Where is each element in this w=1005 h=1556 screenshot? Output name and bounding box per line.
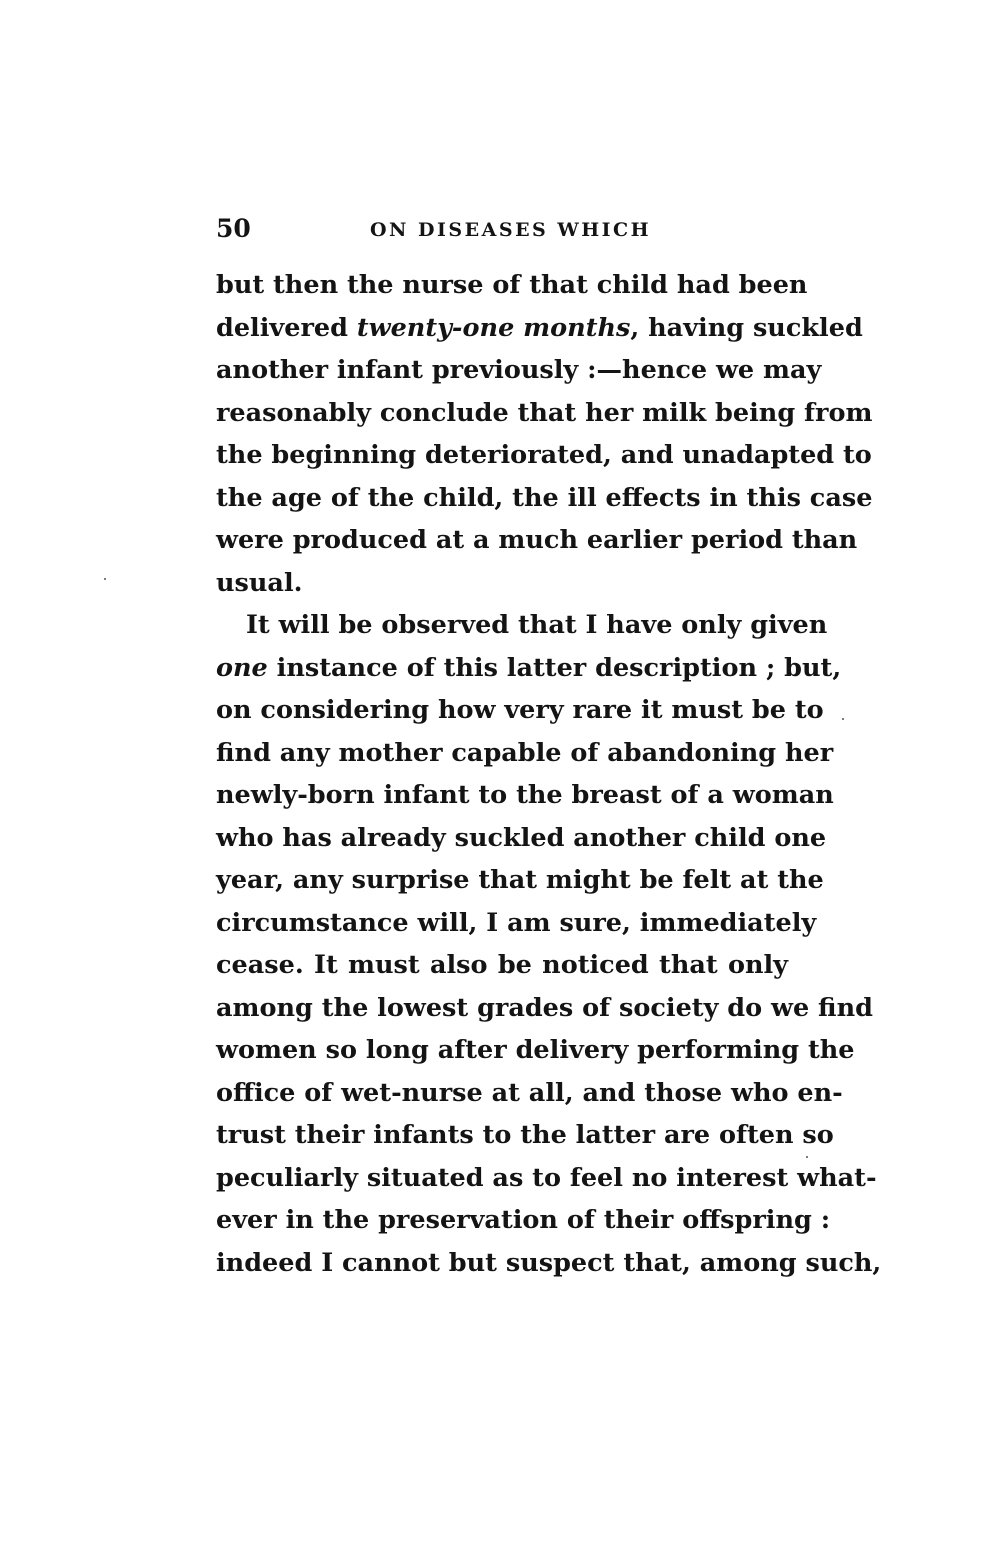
text-line: were produced at a much earlier period than [216, 525, 858, 555]
text-line: newly-born infant to the breast of a woman [216, 780, 834, 810]
print-speck [806, 1156, 808, 1158]
text-line: trust their infants to the latter are often so [216, 1120, 834, 1150]
text-line: indeed I cannot but suspect that, among such, [216, 1247, 882, 1278]
text-line: It will be observed that I have only given [246, 610, 828, 640]
text-line: cease. It must also be noticed that only [216, 950, 788, 980]
text-line: among the lowest grades of society do we find [216, 992, 873, 1023]
text-line: find any mother capable of abandoning her [216, 737, 834, 768]
print-speck [104, 578, 106, 580]
paragraph [216, 604, 882, 1284]
text-line: on considering how very rare it must be to [216, 695, 824, 725]
text-line: one instance of this latter description ; but, [216, 652, 842, 683]
text-line: circumstance will, I am sure, immediately [216, 907, 817, 938]
text-line: who has already suckled another child one [216, 822, 827, 853]
text-line: year, any surprise that might be felt at the [216, 865, 824, 895]
text-line: reasonably conclude that her milk being from [216, 397, 873, 428]
text-line: usual. [216, 567, 303, 598]
text-line: peculiarly situated as to feel no interest what- [216, 1162, 877, 1193]
text-line: office of wet-nurse at all, and those who en- [216, 1077, 843, 1108]
print-speck [842, 718, 844, 720]
text-line: but then the nurse of that child had been [216, 270, 808, 300]
text-line: delivered twenty-one months, having suckled [216, 312, 863, 343]
text-line: ever in the preservation of their offspring : [216, 1205, 831, 1235]
body-text [216, 264, 882, 1284]
text-line: the beginning deteriorated, and unadapted to [216, 440, 872, 470]
paragraph [216, 264, 873, 604]
text-line: the age of the child, the ill effects in this case [216, 482, 873, 513]
running-head [216, 212, 788, 246]
text-line: women so long after delivery performing the [216, 1035, 855, 1065]
text-line: another infant previously :—hence we may [216, 355, 822, 385]
page-number: 50 [216, 214, 251, 243]
running-title: ON DISEASES WHICH [370, 219, 652, 241]
